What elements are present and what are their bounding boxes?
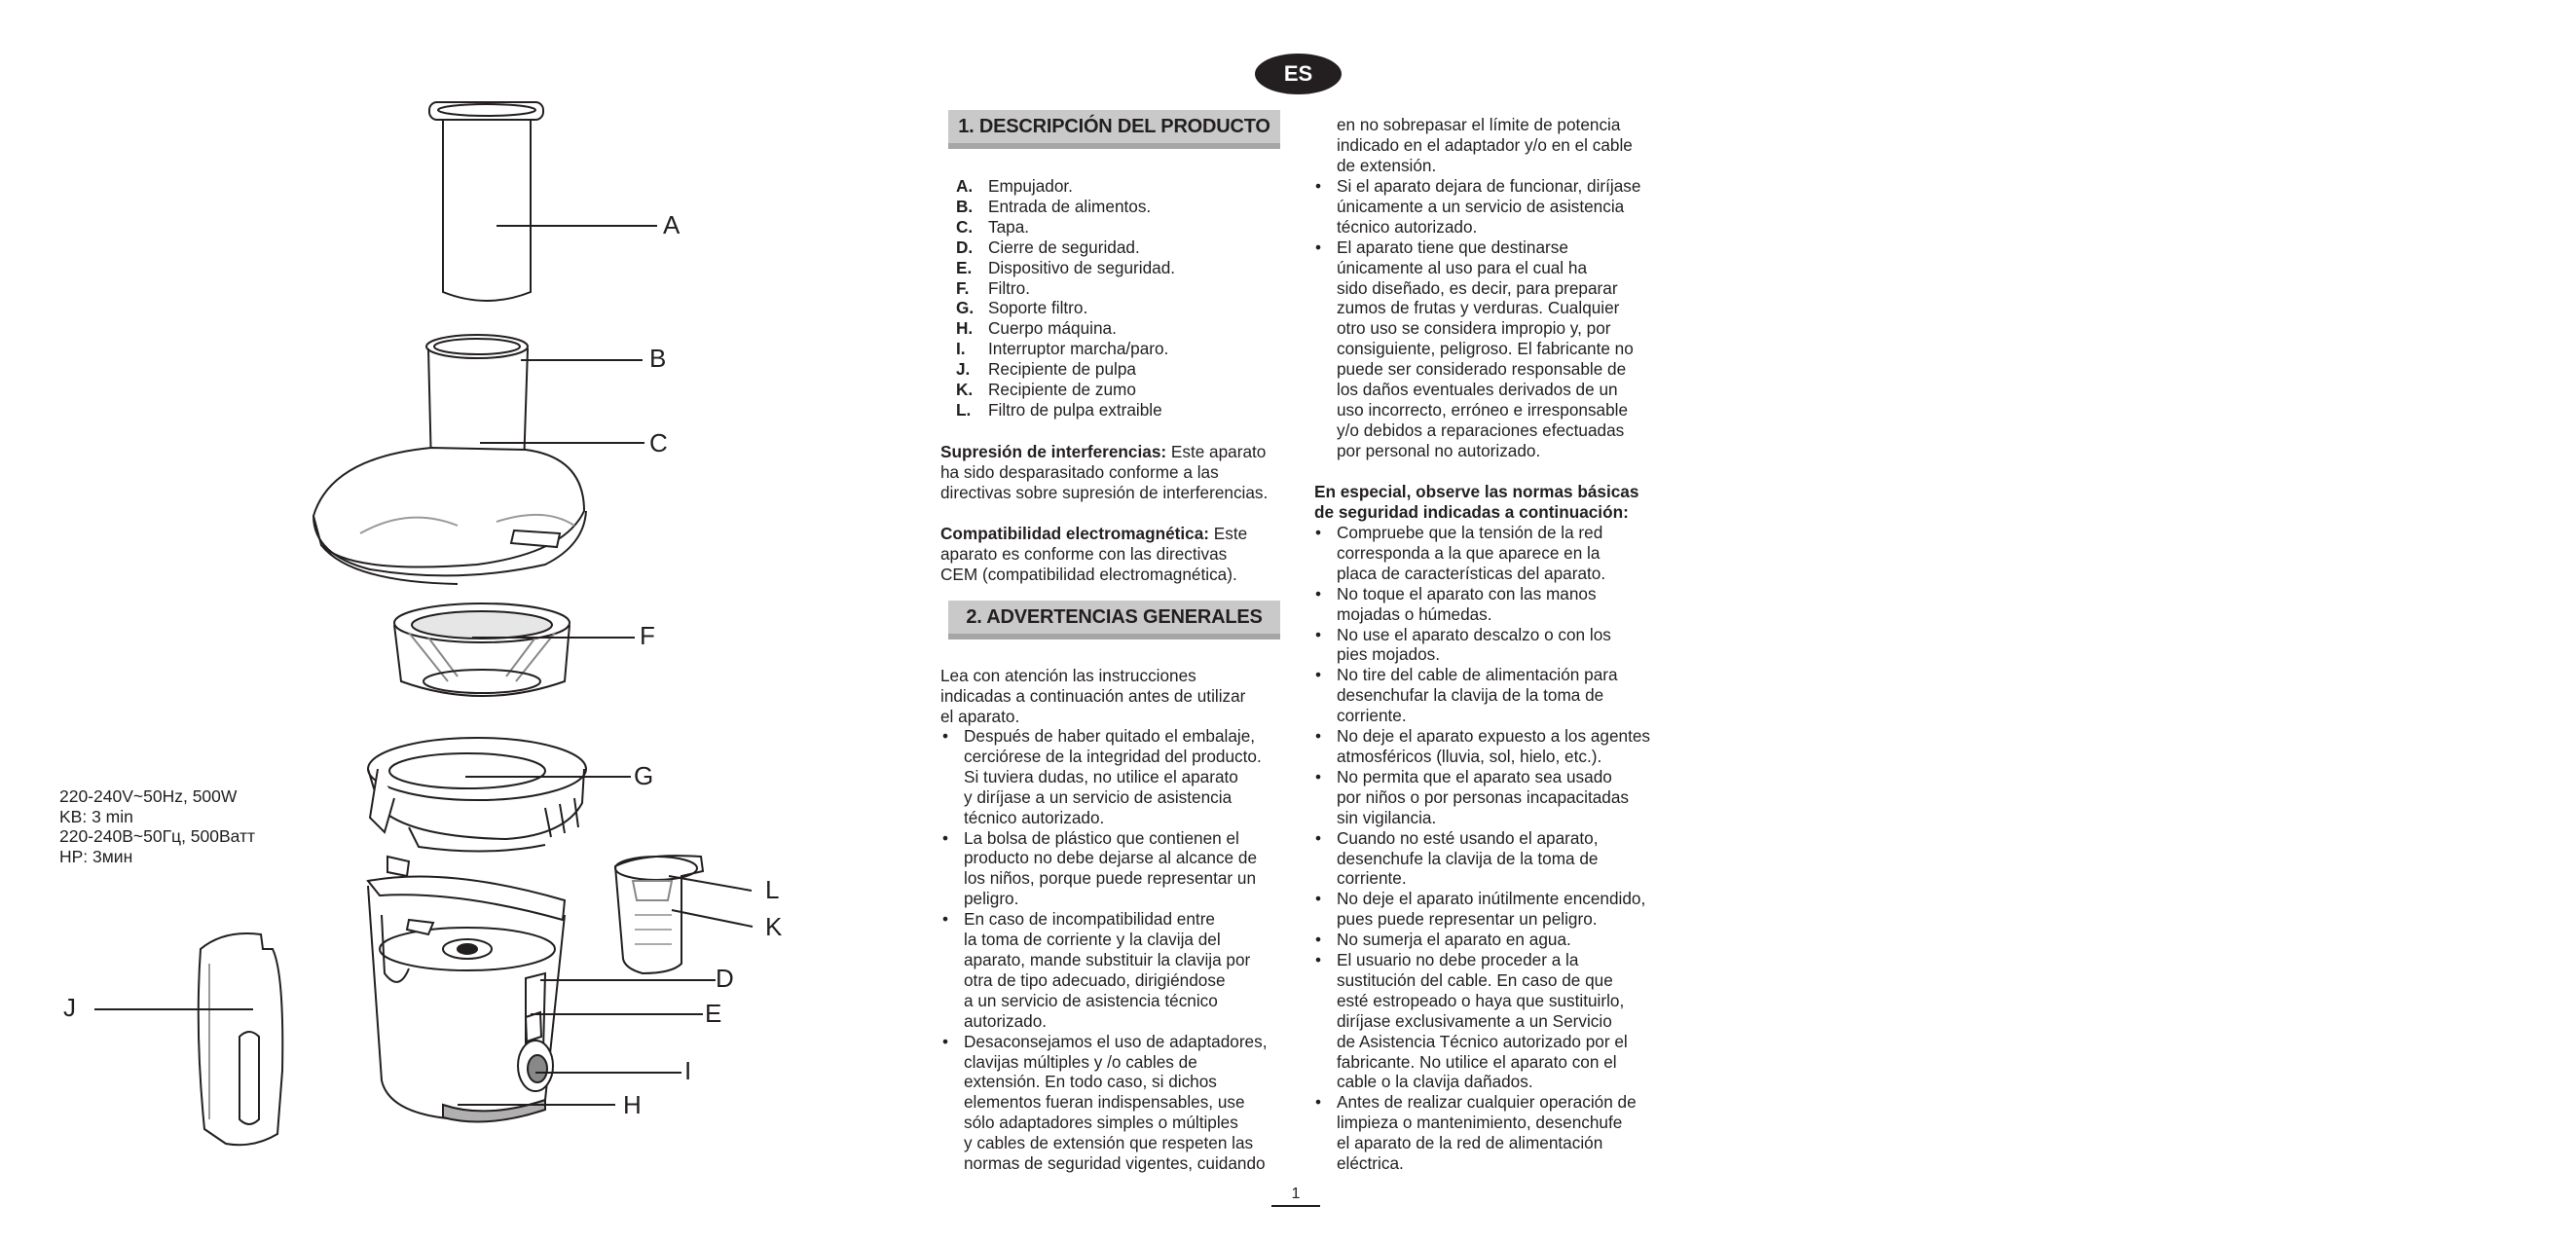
bullet-line: zumos de frutas y verduras. Cualquier <box>1337 298 1620 318</box>
bullet-item <box>1313 584 1664 625</box>
pusher-part <box>429 102 543 301</box>
bullet-line: de Asistencia Técnico autorizado por el <box>1337 1031 1628 1051</box>
warning-continuation <box>1337 115 1658 176</box>
part-description: Recipiente de zumo <box>988 380 1136 400</box>
bullet-line: sólo adaptadores simples o múltiples <box>964 1113 1238 1133</box>
bullet-line: extensión. En todo caso, si dichos <box>964 1072 1217 1092</box>
bullet-line: desenchufe la clavija de la toma de <box>1337 848 1599 868</box>
part-description: Cuerpo máquina. <box>988 318 1117 339</box>
bullet-line: por personal no autorizado. <box>1337 440 1541 460</box>
bullet-line: por niños o por personas incapacitadas <box>1337 786 1630 807</box>
callout-label-H: H <box>623 1090 642 1119</box>
part-letter: E. <box>956 257 973 277</box>
bullet-line: puede ser considerado responsable de <box>1337 359 1627 380</box>
bullet-line: • El usuario no debe proceder a la <box>1337 950 1579 970</box>
filter-holder-part <box>368 738 586 852</box>
bullet-line: el aparato de la red de alimentación <box>1337 1133 1603 1153</box>
bullet-line: • Después de haber quitado el embalaje, <box>964 726 1256 746</box>
interference-suppression-paragraph <box>940 442 1281 503</box>
bullet-line: mojadas o húmedas. <box>1337 603 1492 624</box>
intro-line: indicadas a continuación antes de utilizar <box>940 685 1246 706</box>
language-badge: ES <box>1255 54 1342 94</box>
bullet-line: corriente. <box>1337 868 1407 889</box>
safety-rules-title <box>1314 482 1665 523</box>
part-description: Filtro. <box>988 277 1030 298</box>
intro-line: Lea con atención las instrucciones <box>940 666 1196 685</box>
bullet-line: los daños eventuales derivados de un <box>1337 380 1618 400</box>
bullet-line: y/o debidos a reparaciones efectuadas <box>1337 420 1625 440</box>
part-letter: A. <box>956 176 974 196</box>
page-number: 1 <box>1271 1186 1320 1207</box>
bullet-line: limpieza o mantenimiento, desenchufe <box>1337 1113 1623 1133</box>
bullet-line: • No deje el aparato expuesto a los agentes <box>1337 726 1651 747</box>
bullet-line: peligro. <box>964 889 1019 909</box>
bullet-line: normas de seguridad vigentes, cuidando <box>964 1153 1266 1174</box>
bullet-line: atmosféricos (lluvia, sol, hielo, etc.). <box>1337 746 1602 766</box>
part-description: Entrada de alimentos. <box>988 196 1152 216</box>
bullet-line: esté estropeado o haya que sustituirlo, <box>1337 990 1625 1010</box>
bullet-item <box>1313 523 1664 584</box>
bullet-line: eléctrica. <box>1337 1153 1404 1174</box>
emc-line: Este <box>1209 524 1248 543</box>
safety-rules-list <box>1313 523 1664 1174</box>
bullet-line: otra de tipo adecuado, dirigiéndose <box>964 969 1226 990</box>
bullet-line: otro uso se considera impropio y, por <box>1337 318 1611 339</box>
part-letter: L. <box>956 399 972 420</box>
suppression-title: Supresión de interferencias: <box>940 442 1167 461</box>
bullet-item <box>1313 950 1664 1092</box>
part-description: Filtro de pulpa extraible <box>988 399 1162 420</box>
intro-line: el aparato. <box>940 706 1020 726</box>
bullet-item <box>1313 930 1664 950</box>
spec-line: HP: 3мин <box>59 846 133 866</box>
bullet-line: • El aparato tiene que destinarse <box>1337 237 1568 257</box>
bullet-line: únicamente a un servicio de asistencia <box>1337 196 1625 216</box>
bullet-item <box>1313 828 1664 890</box>
bullet-line: corriente. <box>1337 706 1407 726</box>
bullet-line: • Cuando no esté usando el aparato, <box>1337 827 1599 848</box>
warnings-bullet-list-2 <box>1313 176 1664 461</box>
bullet-line: • No use el aparato descalzo o con los <box>1337 624 1611 644</box>
bullet-line: diríjase exclusivamente a un Servicio <box>1337 1010 1612 1031</box>
bullet-line: autorizado. <box>964 1010 1048 1031</box>
callout-label-F: F <box>640 621 655 650</box>
bullet-line: la toma de corriente y la clavija del <box>964 930 1221 950</box>
bullet-line: sin vigilancia. <box>1337 807 1437 827</box>
bullet-line: desenchufar la clavija de la toma de <box>1337 685 1604 706</box>
part-description: Recipiente de pulpa <box>988 359 1136 380</box>
part-list-item <box>939 197 1280 217</box>
warnings-bullet-list-1 <box>940 726 1301 1174</box>
part-letter: F. <box>956 277 970 298</box>
bullet-line: placa de características del aparato. <box>1337 563 1606 583</box>
section-heading-warnings: 2. ADVERTENCIAS GENERALES <box>948 601 1280 639</box>
bullet-line: cable o la clavija dañados. <box>1337 1072 1533 1092</box>
bullet-item <box>1313 237 1664 461</box>
callout-label-K: K <box>765 912 783 941</box>
suppression-line: Este aparato <box>1166 442 1267 461</box>
part-letter: H. <box>956 318 974 339</box>
bullet-line: a un servicio de asistencia técnico <box>964 990 1218 1010</box>
callout-label-L: L <box>765 875 780 904</box>
part-letter: G. <box>956 298 975 318</box>
bullet-line: uso incorrecto, erróneo e irresponsable <box>1337 399 1629 420</box>
callout-label-C: C <box>649 428 668 457</box>
continuation-line: indicado en el adaptador y/o en el cable <box>1337 134 1633 155</box>
part-list-item <box>939 258 1280 278</box>
part-letter: C. <box>956 216 974 237</box>
bullet-item <box>1313 889 1664 930</box>
spec-line: 220-240V~50Hz, 500W <box>59 786 238 806</box>
bullet-item <box>940 828 1301 910</box>
part-letter: B. <box>956 196 974 216</box>
bullet-line: • No tire del cable de alimentación para <box>1337 665 1618 685</box>
bullet-line: • Desaconsejamos el uso de adaptadores, <box>964 1031 1268 1051</box>
bullet-line: consiguiente, peligroso. El fabricante no <box>1337 339 1634 359</box>
part-list-item <box>939 298 1280 318</box>
electrical-specs <box>59 786 255 866</box>
bullet-line: fabricante. No utilice el aparato con el <box>1337 1051 1617 1072</box>
bullet-line: • En caso de incompatibilidad entre <box>964 909 1215 930</box>
bullet-item <box>1313 176 1664 237</box>
bullet-item <box>940 1032 1301 1174</box>
bullet-line: • No sumerja el aparato en agua. <box>1337 930 1571 950</box>
part-letter: D. <box>956 237 974 257</box>
part-letter: J. <box>956 359 971 380</box>
motor-body-part <box>368 857 565 1122</box>
bullet-line: corresponda a la que aparece en la <box>1337 542 1601 563</box>
part-description: Interruptor marcha/paro. <box>988 339 1169 359</box>
bullet-line: producto no debe dejarse al alcance de <box>964 848 1257 868</box>
part-list-item <box>939 380 1280 400</box>
part-list-item <box>939 339 1280 359</box>
emc-line: aparato es conforme con las directivas <box>940 543 1228 564</box>
continuation-line: en no sobrepasar el límite de potencia <box>1337 115 1621 134</box>
bullet-line: clavijas múltiples y /o cables de <box>964 1051 1197 1072</box>
callout-label-A: A <box>663 210 681 239</box>
part-list-item <box>939 217 1280 237</box>
bullet-line: técnico autorizado. <box>1337 216 1478 237</box>
part-list-item <box>939 400 1280 420</box>
lid-part <box>313 335 586 584</box>
bullet-item <box>940 909 1301 1031</box>
filter-part <box>394 603 570 696</box>
bullet-line: y cables de extensión que respeten las <box>964 1133 1254 1153</box>
section-heading-description: 1. DESCRIPCIÓN DEL PRODUCTO <box>948 110 1280 149</box>
bullet-item <box>1313 665 1664 726</box>
part-list-item <box>939 318 1280 339</box>
part-letter: I. <box>956 339 966 359</box>
bullet-item <box>1313 1092 1664 1174</box>
part-description: Empujador. <box>988 176 1073 196</box>
bullet-line: cerciórese de la integridad del producto. <box>964 746 1262 766</box>
bullet-line: • Antes de realizar cualquier operación de <box>1337 1092 1637 1113</box>
suppression-line: ha sido desparasitado conforme a las <box>940 461 1219 482</box>
spec-line: 220-240В~50Гц, 500Ватт <box>59 826 256 846</box>
bullet-line: Si tuviera dudas, no utilice el aparato <box>964 766 1238 786</box>
safety-title-line: En especial, observe las normas básicas <box>1314 482 1639 501</box>
bullet-line: pues puede representar un peligro. <box>1337 909 1598 930</box>
continuation-line: de extensión. <box>1337 155 1437 175</box>
bullet-line: sustitución del cable. En caso de que <box>1337 969 1613 990</box>
callout-label-B: B <box>649 344 667 373</box>
callout-label-E: E <box>705 999 722 1028</box>
part-list-item <box>939 278 1280 299</box>
bullet-line: únicamente al uso para el cual ha <box>1337 257 1588 277</box>
part-description: Soporte filtro. <box>988 298 1088 318</box>
bullet-line: • No toque el aparato con las manos <box>1337 583 1597 603</box>
part-description: Cierre de seguridad. <box>988 237 1140 257</box>
emc-line: CEM (compatibilidad electromagnética). <box>940 564 1237 584</box>
part-description: Tapa. <box>988 216 1030 237</box>
bullet-item <box>1313 625 1664 666</box>
part-description: Dispositivo de seguridad. <box>988 257 1176 277</box>
bullet-line: pies mojados. <box>1337 644 1441 665</box>
callout-label-J: J <box>63 993 76 1022</box>
bullet-item <box>940 726 1301 828</box>
suppression-line: directivas sobre supresión de interferencias. <box>940 482 1269 502</box>
warnings-intro <box>940 666 1281 727</box>
callout-label-G: G <box>634 761 654 790</box>
part-list-item <box>939 237 1280 258</box>
bullet-line: los niños, porque puede representar un <box>964 868 1257 889</box>
juicer-exploded-diagram <box>0 0 915 1242</box>
bullet-line: aparato, mande substituir la clavija por <box>964 949 1251 969</box>
part-letter: K. <box>956 380 974 400</box>
part-list-item <box>939 359 1280 380</box>
bullet-line: • No permita que el aparato sea usado <box>1337 766 1612 786</box>
safety-title-line: de seguridad indicadas a continuación: <box>1314 501 1629 522</box>
bullet-line: y diríjase a un servicio de asistencia <box>964 786 1233 807</box>
bullet-line: • No deje el aparato inútilmente encendido, <box>1337 889 1646 909</box>
bullet-line: elementos fueran indispensables, use <box>964 1092 1245 1113</box>
bullet-item <box>1313 767 1664 828</box>
bullet-item <box>1313 726 1664 767</box>
bullet-line: • La bolsa de plástico que contienen el <box>964 827 1239 848</box>
emc-title: Compatibilidad electromagnética: <box>940 524 1210 543</box>
spec-line: KB: 3 min <box>59 806 133 826</box>
bullet-line: • Compruebe que la tensión de la red <box>1337 523 1603 542</box>
pulp-container-part <box>199 933 283 1145</box>
part-list-item <box>939 176 1280 197</box>
bullet-line: técnico autorizado. <box>964 807 1105 827</box>
product-parts-list <box>939 176 1280 420</box>
emc-paragraph <box>940 524 1281 585</box>
callout-label-D: D <box>716 964 734 993</box>
callout-label-I: I <box>684 1056 692 1085</box>
bullet-line: sido diseñado, es decir, para preparar <box>1337 277 1618 298</box>
bullet-line: • Si el aparato dejara de funcionar, diríjase <box>1337 176 1641 196</box>
